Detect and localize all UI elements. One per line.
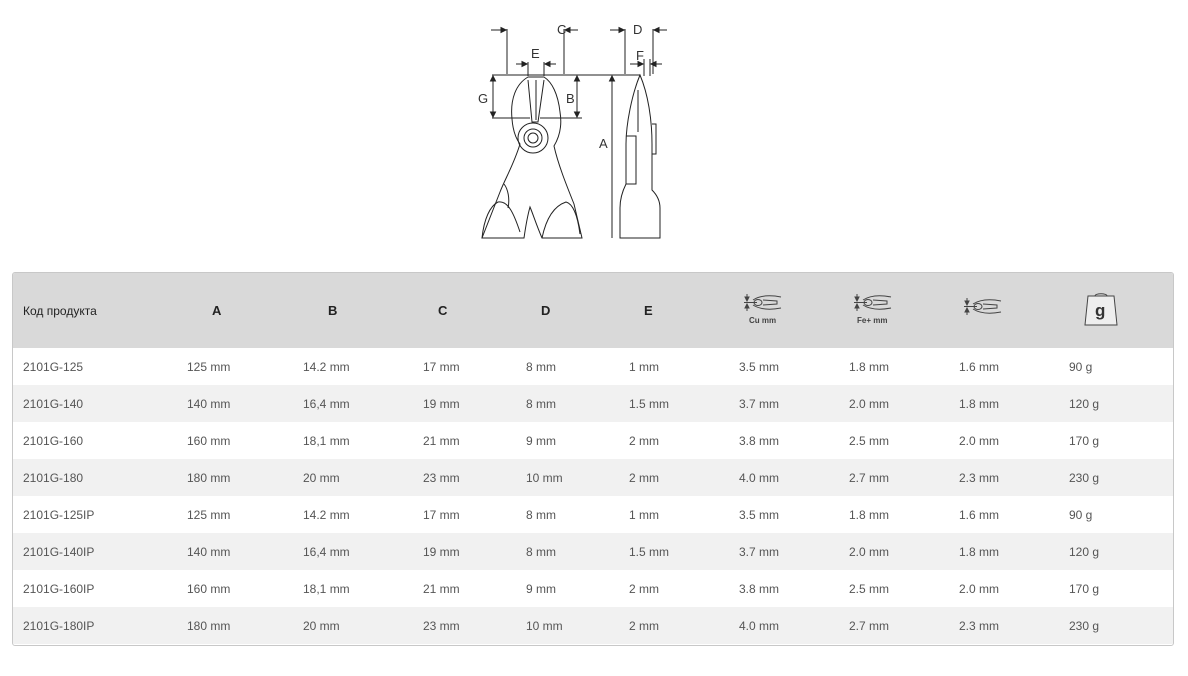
- col-header-fe: [849, 273, 959, 348]
- cell-cu-capacity: 3.7 mm: [739, 544, 780, 559]
- cell-cu-capacity: 3.5 mm: [739, 359, 780, 374]
- cell-product-code: 2101G-180: [23, 470, 84, 485]
- cell-dim-d: 8 mm: [526, 507, 556, 522]
- cell-piano-capacity: 2.0 mm: [959, 581, 1000, 596]
- col-header-c: C: [438, 303, 448, 318]
- cell-cu-capacity: 3.8 mm: [739, 433, 780, 448]
- cell-weight: 230 g: [1069, 618, 1100, 633]
- table-row: [13, 348, 1173, 385]
- col-header-b: B: [328, 303, 338, 318]
- cell-dim-b: 16,4 mm: [303, 396, 350, 411]
- cut-steel-wire-icon: [853, 290, 897, 328]
- cell-dim-a: 125 mm: [187, 359, 231, 374]
- cell-product-code: 2101G-160: [23, 433, 84, 448]
- cell-fe-capacity: 2.0 mm: [849, 544, 890, 559]
- dim-label-b: B: [566, 91, 575, 106]
- cell-dim-c: 19 mm: [423, 396, 460, 411]
- col-header-code: Код продукта: [23, 303, 97, 318]
- cell-product-code: 2101G-140IP: [23, 544, 95, 559]
- cell-cu-capacity: 3.5 mm: [739, 507, 780, 522]
- cell-dim-e: 1.5 mm: [629, 544, 670, 559]
- cell-dim-c: 21 mm: [423, 433, 460, 448]
- cell-dim-e: 2 mm: [629, 581, 659, 596]
- weight-icon: [1082, 290, 1120, 328]
- cell-weight: 120 g: [1069, 544, 1100, 559]
- cell-dim-e: 1.5 mm: [629, 396, 670, 411]
- pliers-drawing-icon: [470, 14, 700, 246]
- table-row: [13, 607, 1173, 644]
- col-header-cu: [739, 273, 849, 348]
- cell-cu-capacity: 3.7 mm: [739, 396, 780, 411]
- cell-dim-b: 20 mm: [303, 470, 340, 485]
- cell-fe-capacity: 2.7 mm: [849, 618, 890, 633]
- weight-symbol: g: [1095, 301, 1106, 320]
- cell-piano-capacity: 1.6 mm: [959, 507, 1000, 522]
- specs-table-container: [12, 272, 1174, 646]
- cell-piano-capacity: 2.0 mm: [959, 433, 1000, 448]
- cell-piano-capacity: 2.3 mm: [959, 618, 1000, 633]
- cell-dim-a: 125 mm: [187, 507, 231, 522]
- cell-dim-b: 18,1 mm: [303, 581, 350, 596]
- cell-dim-d: 10 mm: [526, 618, 563, 633]
- col-header-a: A: [212, 303, 222, 318]
- dim-label-g: G: [478, 91, 489, 106]
- cell-dim-a: 180 mm: [187, 470, 231, 485]
- cell-dim-e: 2 mm: [629, 470, 659, 485]
- cell-dim-c: 21 mm: [423, 581, 460, 596]
- cell-piano-capacity: 2.3 mm: [959, 470, 1000, 485]
- col-header-weight: [1069, 273, 1173, 348]
- cell-dim-a: 140 mm: [187, 396, 231, 411]
- table-header-row: [13, 273, 1173, 348]
- cell-fe-capacity: 2.5 mm: [849, 433, 890, 448]
- cell-fe-capacity: 2.5 mm: [849, 581, 890, 596]
- cell-dim-a: 160 mm: [187, 433, 231, 448]
- cell-dim-d: 8 mm: [526, 359, 556, 374]
- cell-dim-c: 23 mm: [423, 618, 460, 633]
- cell-fe-capacity: 2.7 mm: [849, 470, 890, 485]
- cell-dim-d: 8 mm: [526, 396, 556, 411]
- cell-dim-b: 18,1 mm: [303, 433, 350, 448]
- cell-product-code: 2101G-125IP: [23, 507, 95, 522]
- cell-dim-e: 2 mm: [629, 618, 659, 633]
- cell-dim-e: 2 mm: [629, 433, 659, 448]
- cell-dim-b: 14.2 mm: [303, 507, 350, 522]
- cell-dim-b: 14.2 mm: [303, 359, 350, 374]
- dim-label-e: E: [531, 46, 540, 61]
- fe-caption: Fe+ mm: [857, 316, 888, 325]
- cell-dim-e: 1 mm: [629, 359, 659, 374]
- cell-dim-d: 8 mm: [526, 544, 556, 559]
- cell-dim-a: 140 mm: [187, 544, 231, 559]
- cell-dim-c: 17 mm: [423, 359, 460, 374]
- cell-fe-capacity: 2.0 mm: [849, 396, 890, 411]
- cell-piano-capacity: 1.6 mm: [959, 359, 1000, 374]
- cell-weight: 170 g: [1069, 433, 1100, 448]
- cell-weight: 90 g: [1069, 507, 1093, 522]
- cell-dim-d: 9 mm: [526, 433, 556, 448]
- cell-cu-capacity: 4.0 mm: [739, 618, 780, 633]
- cell-product-code: 2101G-160IP: [23, 581, 95, 596]
- col-header-piano: [959, 273, 1069, 348]
- cell-piano-capacity: 1.8 mm: [959, 396, 1000, 411]
- cell-product-code: 2101G-125: [23, 359, 84, 374]
- dim-label-d: D: [633, 22, 643, 37]
- table-row: [13, 533, 1173, 570]
- cell-cu-capacity: 4.0 mm: [739, 470, 780, 485]
- cell-dim-d: 10 mm: [526, 470, 563, 485]
- col-header-e: E: [644, 303, 653, 318]
- cell-dim-d: 9 mm: [526, 581, 556, 596]
- pliers-dimension-diagram: [470, 14, 700, 246]
- table-row: [13, 422, 1173, 459]
- cut-copper-wire-icon: [743, 290, 787, 328]
- cell-weight: 170 g: [1069, 581, 1100, 596]
- table-row: [13, 459, 1173, 496]
- table-row: [13, 385, 1173, 422]
- dim-label-f: F: [636, 48, 644, 63]
- cell-dim-e: 1 mm: [629, 507, 659, 522]
- cell-cu-capacity: 3.8 mm: [739, 581, 780, 596]
- table-row: [13, 496, 1173, 533]
- cell-dim-a: 160 mm: [187, 581, 231, 596]
- cell-dim-b: 16,4 mm: [303, 544, 350, 559]
- cell-fe-capacity: 1.8 mm: [849, 507, 890, 522]
- dim-label-a: A: [599, 136, 608, 151]
- table-row: [13, 570, 1173, 607]
- cell-product-code: 2101G-180IP: [23, 618, 95, 633]
- cu-caption: Cu mm: [749, 316, 777, 325]
- cell-dim-b: 20 mm: [303, 618, 340, 633]
- cell-dim-a: 180 mm: [187, 618, 231, 633]
- cell-dim-c: 23 mm: [423, 470, 460, 485]
- cut-piano-wire-icon: [963, 294, 1007, 324]
- table-body: [13, 348, 1173, 644]
- col-header-d: D: [541, 303, 551, 318]
- dim-label-c: C: [557, 22, 567, 37]
- specs-table: [13, 273, 1173, 644]
- cell-weight: 120 g: [1069, 396, 1100, 411]
- cell-dim-c: 17 mm: [423, 507, 460, 522]
- cell-weight: 90 g: [1069, 359, 1093, 374]
- cell-piano-capacity: 1.8 mm: [959, 544, 1000, 559]
- cell-product-code: 2101G-140: [23, 396, 84, 411]
- cell-weight: 230 g: [1069, 470, 1100, 485]
- cell-fe-capacity: 1.8 mm: [849, 359, 890, 374]
- cell-dim-c: 19 mm: [423, 544, 460, 559]
